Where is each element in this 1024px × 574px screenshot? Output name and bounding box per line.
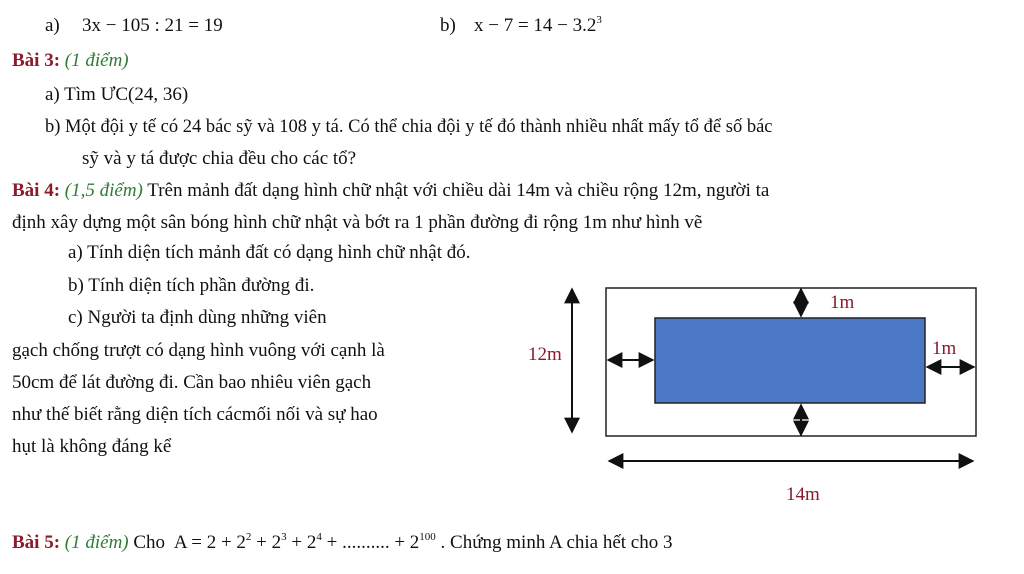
bai5-formula	[174, 532, 441, 553]
bai3-title: Bài 3:	[12, 50, 61, 71]
exponent-4: 4	[316, 531, 322, 543]
bai4-part-c-line4: như thế biết rằng diện tích cácmối nối và sự hao	[12, 404, 378, 425]
bai4-part-c-line1: c) Người ta định dùng những viên	[68, 307, 327, 328]
bai4-part-b: b) Tính diện tích phần đường đi.	[68, 275, 315, 296]
formula-part-3: + 2	[286, 532, 317, 553]
bai5-tail: . Chứng minh A chia hết cho 3	[440, 532, 673, 553]
bai4-title: Bài 4:	[12, 180, 61, 201]
exercise-a-label: a)	[45, 15, 60, 36]
bai4-part-a: a) Tính diện tích mảnh đất có dạng hình chữ nhật đó.	[68, 242, 471, 263]
bai3-part-b-line2: sỹ và y tá được chia đều cho các tổ?	[82, 148, 357, 169]
bai5-cho: Cho	[133, 532, 166, 553]
formula-part-1: A = 2 + 2	[173, 532, 246, 553]
bai4-part-c-line2: gạch chống trượt có dạng hình vuông với cạnh là	[12, 340, 385, 361]
exercise-b-base: x − 7 = 14 − 3.2	[474, 15, 597, 36]
exponent-3: 3	[281, 531, 287, 543]
label-length-14m: 14m	[786, 484, 820, 505]
exponent-100: 100	[419, 531, 436, 543]
bai3-points: (1 điểm)	[64, 50, 129, 71]
football-field-rectangle	[655, 318, 925, 403]
exponent-2: 2	[245, 531, 252, 543]
exercise-b-exponent: 3	[596, 14, 602, 26]
bai4-intro-line2: định xây dựng một sân bóng hình chữ nhật và bớt ra 1 phần đường đi rộng 1m như hình vẽ	[12, 212, 703, 233]
bai3-part-a: a) Tìm ƯC(24, 36)	[45, 84, 189, 105]
bai5-points: (1 điểm)	[64, 532, 129, 553]
formula-part-2: + 2	[251, 532, 282, 553]
bai5-title: Bài 5:	[12, 532, 61, 553]
label-width-12m: 12m	[528, 344, 562, 365]
label-right-1m: 1m	[932, 338, 957, 359]
exercise-b-label: b)	[440, 15, 456, 36]
exercise-a-expression: 3x − 105 : 21 = 19	[82, 15, 223, 36]
bai3-part-b-line1: b) Một đội y tế có 24 bác sỹ và 108 y tá. Có thể chia đội y tế đó thành nhiều nhất mấy tổ để số bác	[45, 117, 773, 137]
label-top-1m: 1m	[830, 292, 855, 313]
formula-part-4: + .......... + 2	[321, 532, 420, 553]
bai4-intro-line1: Trên mảnh đất dạng hình chữ nhật với chiều dài 14m và chiều rộng 12m, người ta	[147, 180, 770, 201]
bai4-part-c-line5: hụt là không đáng kể	[12, 436, 172, 457]
bai4-points: (1,5 điểm)	[64, 180, 143, 201]
bai4-part-c-line3: 50cm để lát đường đi. Cần bao nhiêu viên gạch	[12, 372, 372, 393]
bai5-line	[12, 532, 673, 554]
